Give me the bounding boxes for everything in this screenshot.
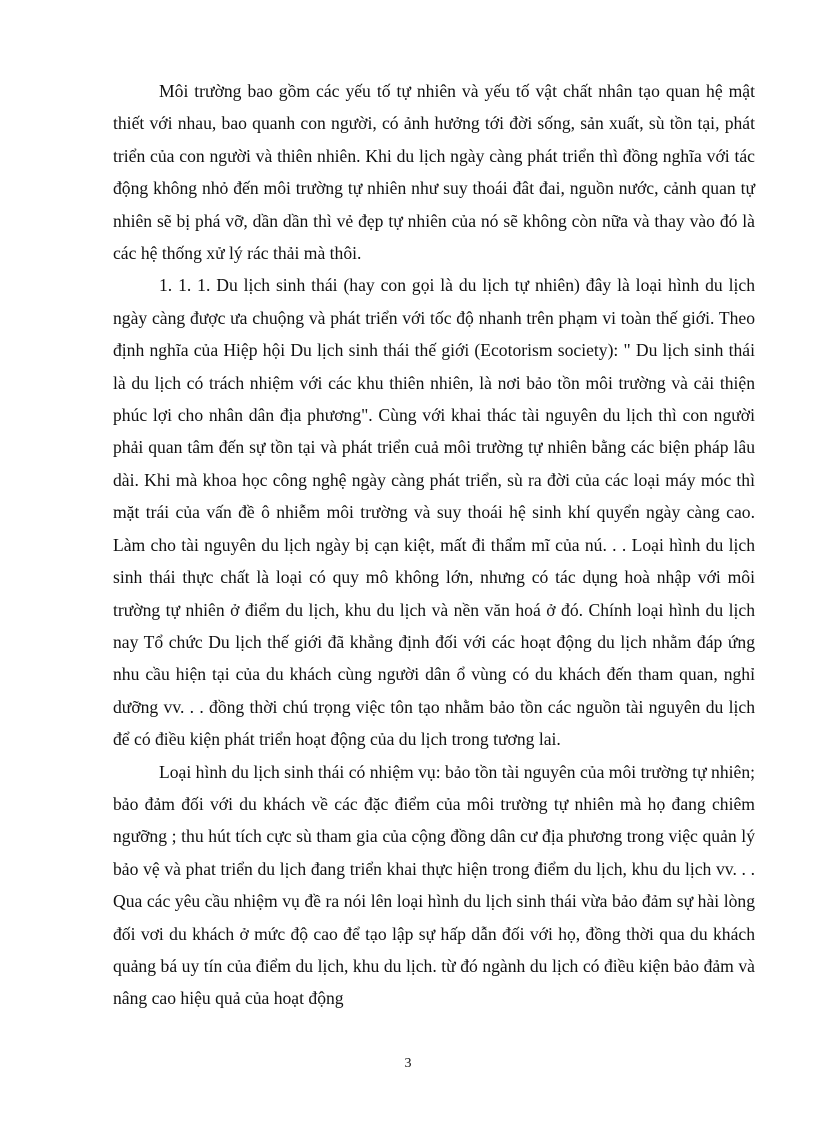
paragraph-ecotourism-definition: 1. 1. 1. Du lịch sinh thái (hay con gọi là du lịch tự nhiên) đây là loại hình du lịch ngày càng được ưa chuộng và phát triển với tốc độ nhanh trên phạm vi toàn thế giới. Theo định nghĩa của Hiệp hội Du lịch sinh thái thế giới (Ecotorism society): " Du lịch sinh thái là du lịch có trách nhiệm với các khu thiên nhiên, là nơi bảo tồn môi trường và cải thiện phúc lợi cho nhân dân địa phương". Cùng với khai thác tài nguyên du lịch thì con người phải quan tâm đến sự tồn tại và phát triển cuả môi trường tự nhiên bằng các biện pháp lâu dài. Khi mà khoa học công nghệ ngày càng phát triển, sù ra đời của các loại máy móc thì mặt trái của vấn đề ô nhiễm môi trường và suy thoái hệ sinh khí quyển ngày càng cao. Làm cho tài nguyên du lịch ngày bị cạn kiệt, mất đi thẩm mĩ của nú. . . Loại hình du lịch sinh thái thực chất là loại có quy mô không lớn, nhưng có tác dụng hoà nhập với môi trường tự nhiên ở điểm du lịch, khu du lịch và nền văn hoá ở đó. Chính loại hình du lịch nay Tổ chức Du lịch thế giới đã khẳng định đối với các hoạt động du lịch nhằm đáp ứng nhu cầu hiện tại của du khách cùng người dân ổ vùng có du khách đến tham quan, nghỉ dưỡng vv. . . đồng thời chú trọng việc tôn tạo nhằm bảo tồn các nguồn tài nguyên du lịch để có điều kiện phát triển hoạt động của du lịch trong tương lai. [113, 275, 755, 750]
page-number: 3 [404, 1056, 412, 1071]
paragraph-environment: Môi trường bao gồm các yếu tố tự nhiên và yếu tố vật chất nhân tạo quan hệ mật thiết với nhau, bao quanh con người, có ảnh hưởng tới đời sống, sản xuất, sù tồn tại, phát triển của con người và thiên nhiên. Khi du lịch ngày càng phát triển thì đồng nghĩa với tác động không nhỏ đến môi trường tự nhiên như suy thoái đât đai, nguồn nước, cảnh quan tự nhiên sẽ bị phá vỡ, dần dần thì vẻ đẹp tự nhiên của nó sẽ không còn nữa và thay vào đó là các hệ thống xử lý rác thải mà thôi. [113, 81, 755, 264]
body-text [113, 75, 755, 1015]
paragraph-ecotourism-tasks: Loại hình du lịch sinh thái có nhiệm vụ: bảo tồn tài nguyên của môi trường tự nhiên; bảo đảm đối với du khách về các đặc điểm của môi trường tự nhiên mà họ đang chiêm ngưỡng ; thu hút tích cực sù tham gia của cộng đồng dân cư địa phương trong việc quản lý bảo vệ và phat triển du lịch đang triển khai thực hiện trong điểm du lịch, khu du lịch vv. . . Qua các yêu cầu nhiệm vụ đề ra nói lên loại hình du lịch sinh thái vừa bảo đảm sự hài lòng đối vơi du khách ở mức độ cao để tạo lập sự hấp dẫn đối với họ, đồng thời qua du khách quảng bá uy tín của điểm du lịch, khu du lịch. từ đó ngành du lịch có điều kiện bảo đảm và nâng cao hiệu quả của hoạt động [113, 761, 755, 1009]
